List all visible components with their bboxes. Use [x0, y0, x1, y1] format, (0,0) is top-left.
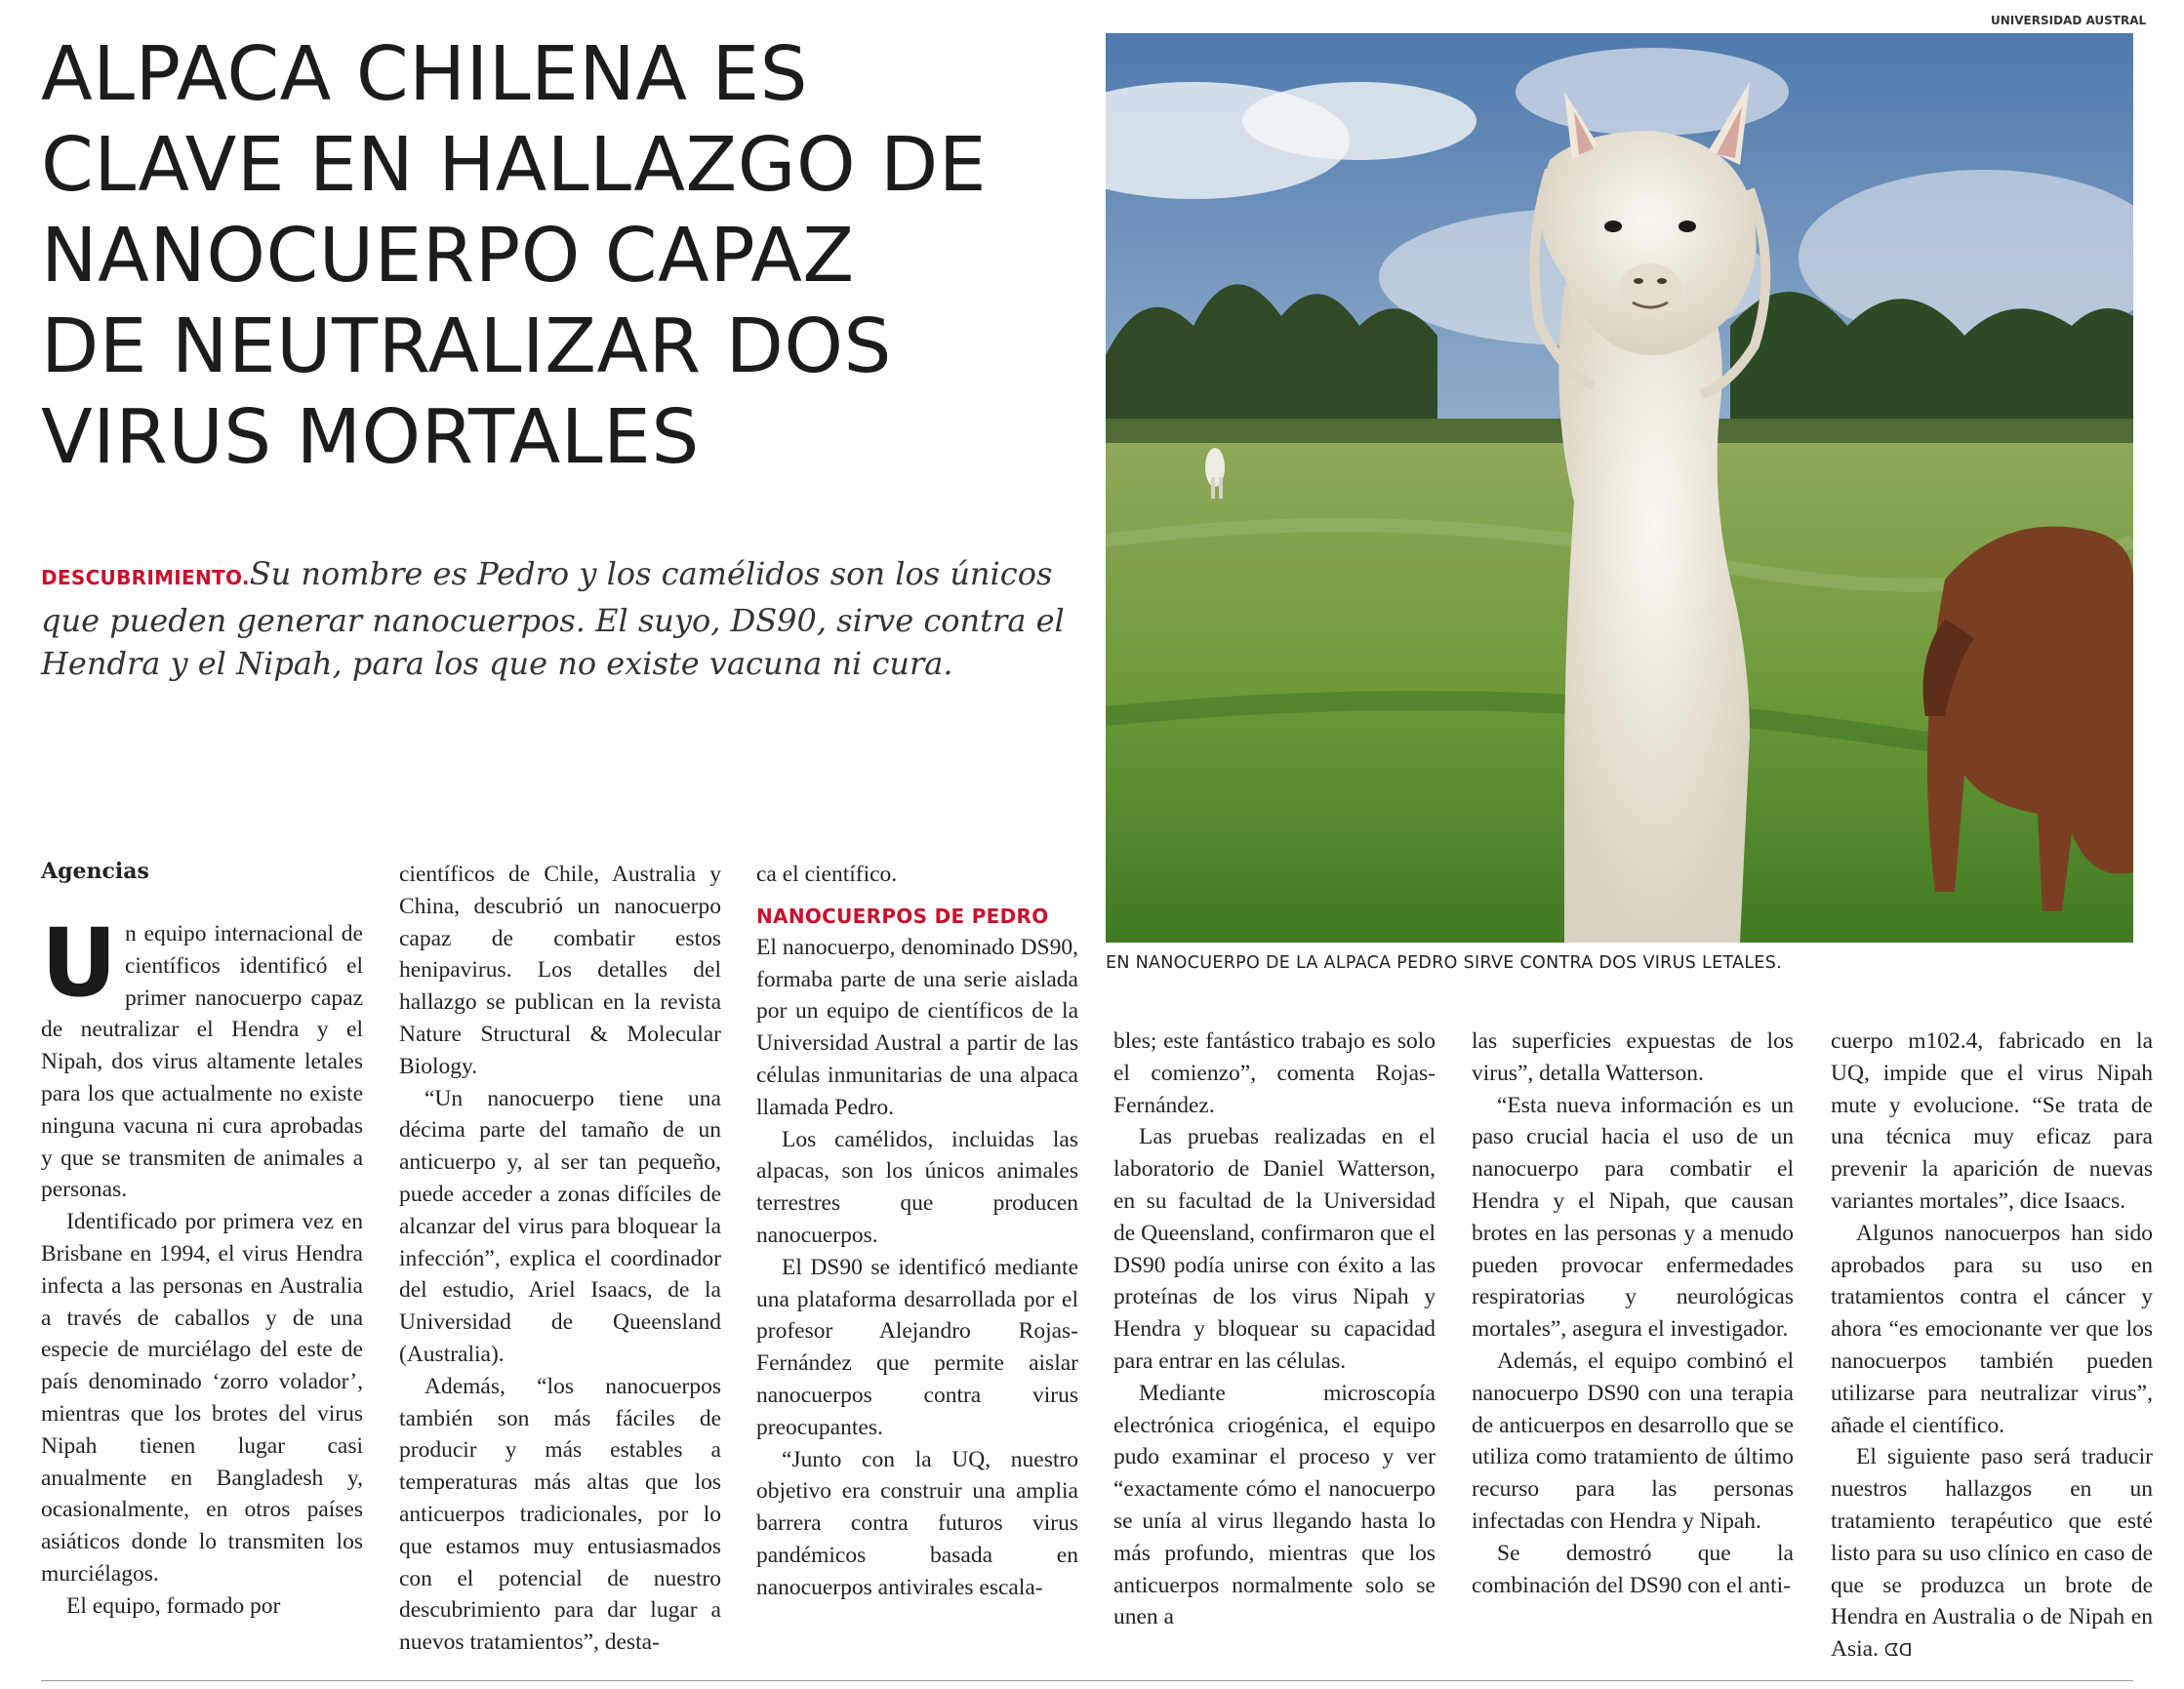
column-1 [41, 908, 363, 1623]
paragraph: Identificado por primera vez en Brisbane en 1994, el virus Hendra infecta a las personas en Australia a través de caballos y de una especie de murciélago del este de país denominado ‘zorro volador’, mientras que los brotes del virus Nipah tienen lugar casi anualmente en Bangladesh y, ocasionalmente, en otros países asiáticos donde lo transmiten los murciélagos. [41, 1209, 363, 1587]
paragraph: Algunos nanocuerpos han sido aprobados para su uso en tratamientos contra el cáncer y ahora “es emocionante ver que los nanocuerpos también pueden utilizarse para neutralizar virus”, añade el científico. [1831, 1220, 2153, 1438]
paragraph: científicos de Chile, Australia y China, descubrió un nanocuerpo capaz de combatir estos henipavirus. Los detalles del hallazgo se publican en la revista Nature Structural & Molecular Biology. [399, 862, 721, 1079]
paragraph: Además, “los nanocuerpos también son más fáciles de producir y más estables a temperaturas más altas que los anticuerpos tradicionales, por lo que estamos muy entusiasmados con el potencial de nuestro descubrimiento para dar lugar a nuevos tratamientos”, desta- [399, 1373, 721, 1656]
headline-line: ALPACA CHILENA ES [41, 31, 809, 118]
paragraph-text: El siguiente paso será traducir nuestros hallazgos en un tratamiento terapéutico que esté listo para su uso clínico en caso de que se produzca un brote de Hendra en Australia o de Nipah en Asia. [1831, 1444, 2153, 1663]
column-4 [1113, 1025, 1436, 1633]
headline-line: NANOCUERPO CAPAZ [41, 213, 855, 300]
column-2 [399, 859, 721, 1659]
paragraph: Se demostró que la combinación del DS90 con el anti- [1472, 1540, 1794, 1598]
paragraph: “Esta nueva información es un paso crucial hacia el uso de un nanocuerpo para combatir el Hendra y el Nipah, que causan brotes en las personas y a menudo pueden provocar enfermedades respiratorias y neurológicas mortales”, asegura el investigador. [1472, 1092, 1794, 1343]
paragraph: El DS90 se identificó mediante una plataforma desarrollada por el profesor Alejandro Rojas-Fernández que permite aislar nanocuerpos contra virus preocupantes. [756, 1254, 1078, 1440]
paragraph: El equipo, formado por [66, 1592, 281, 1619]
photo-credit: UNIVERSIDAD AUSTRAL [1991, 14, 2147, 27]
headline-line: DE NEUTRALIZAR DOS [41, 303, 892, 390]
deck-text: Su nombre es Pedro y los camélidos son los únicos que pueden generar nanocuerpos. El suyo, DS90, sirve contra el Hendra y el Nipah, para los que no existe vacuna ni cura. [41, 555, 1065, 682]
column-5 [1472, 1025, 1794, 1601]
alpaca-photo [1106, 33, 2133, 943]
paragraph [1831, 1441, 2153, 1668]
paragraph: Las pruebas realizadas en el laboratorio de Daniel Watterson, en su facultad de la Universidad de Queensland, confirmaron que el DS90 podía unirse con éxito a las proteínas de los virus Nipah y Hendra y bloquear su capacidad para entrar en las células. [1113, 1124, 1436, 1374]
byline: Agencias [41, 859, 149, 884]
column-6 [1831, 1025, 2153, 1668]
paragraph: bles; este fantástico trabajo es solo el comienzo”, comenta Rojas-Fernández. [1113, 1028, 1436, 1118]
paragraph: las superficies expuestas de los virus”, detalla Watterson. [1472, 1028, 1794, 1086]
paragraph: cuerpo m102.4, fabricado en la UQ, impide que el virus Nipah mute y evolucione. “Se trata de una técnica muy eficaz para prevenir la aparición de nuevas variantes mortales”, dice Isaacs. [1831, 1028, 2153, 1214]
paragraph: “Junto con la UQ, nuestro objetivo era construir una amplia barrera contra futuros virus pandémicos basada en nanocuerpos antivirales escala- [756, 1446, 1078, 1600]
paragraph-text: n equipo internacional de científicos identificó el primer nanocuerpo capaz de neutralizar el Hendra y el Nipah, dos virus altamente letales para los que actualmente no existe ninguna vacuna ni cura aprobadas y que se transmiten de animales a personas. [41, 921, 363, 1203]
end-mark-icon: ᗧᗡ [1883, 1640, 1913, 1662]
paragraph: Mediante microscopía electrónica criogénica, el equipo pudo examinar el proceso y ver “exactamente cómo el nanocuerpo se unía al virus llegando hasta lo más profundo, mientras que los anticuerpos normalmente solo se unen a [1113, 1380, 1436, 1630]
kicker: DESCUBRIMIENTO. [41, 566, 250, 589]
paragraph: ca el científico. [756, 862, 898, 887]
bottom-rule [41, 1680, 2133, 1681]
paragraph: “Un nanocuerpo tiene una décima parte del tamaño de un anticuerpo y, al ser tan pequeño, puede acceder a zonas difíciles de alcanzar del virus para bloquear la infección”, explica el coordinador del estudio, Ariel Isaacs, de la Universidad de Queensland (Australia). [399, 1085, 721, 1367]
photo-caption: EN NANOCUERPO DE LA ALPACA PEDRO SIRVE CONTRA DOS VIRUS LETALES. [1106, 953, 1783, 973]
paragraph: El nanocuerpo, denominado DS90, formaba parte de una serie aislada por un equipo de científicos de la Universidad Austral a partir de las células inmunitarias de una alpaca llamada Pedro. [756, 934, 1078, 1120]
deck [41, 552, 1075, 685]
paragraph: Los camélidos, incluidas las alpacas, son los únicos animales terrestres que producen nanocuerpos. [756, 1126, 1078, 1248]
paragraph: Además, el equipo combinó el nanocuerpo DS90 con una terapia de anticuerpos en desarrollo que se utiliza como tratamiento de último recurso para las personas infectadas con Hendra y Nipah. [1472, 1347, 1794, 1534]
paragraph [41, 908, 363, 1206]
column-3 [756, 859, 1078, 1604]
headline [41, 29, 1075, 483]
drop-cap: U [41, 908, 117, 1018]
headline-line: VIRUS MORTALES [41, 394, 700, 481]
subhead: NANOCUERPOS DE PEDRO [756, 904, 1049, 928]
headline-line: CLAVE EN HALLAZGO DE [41, 122, 987, 209]
